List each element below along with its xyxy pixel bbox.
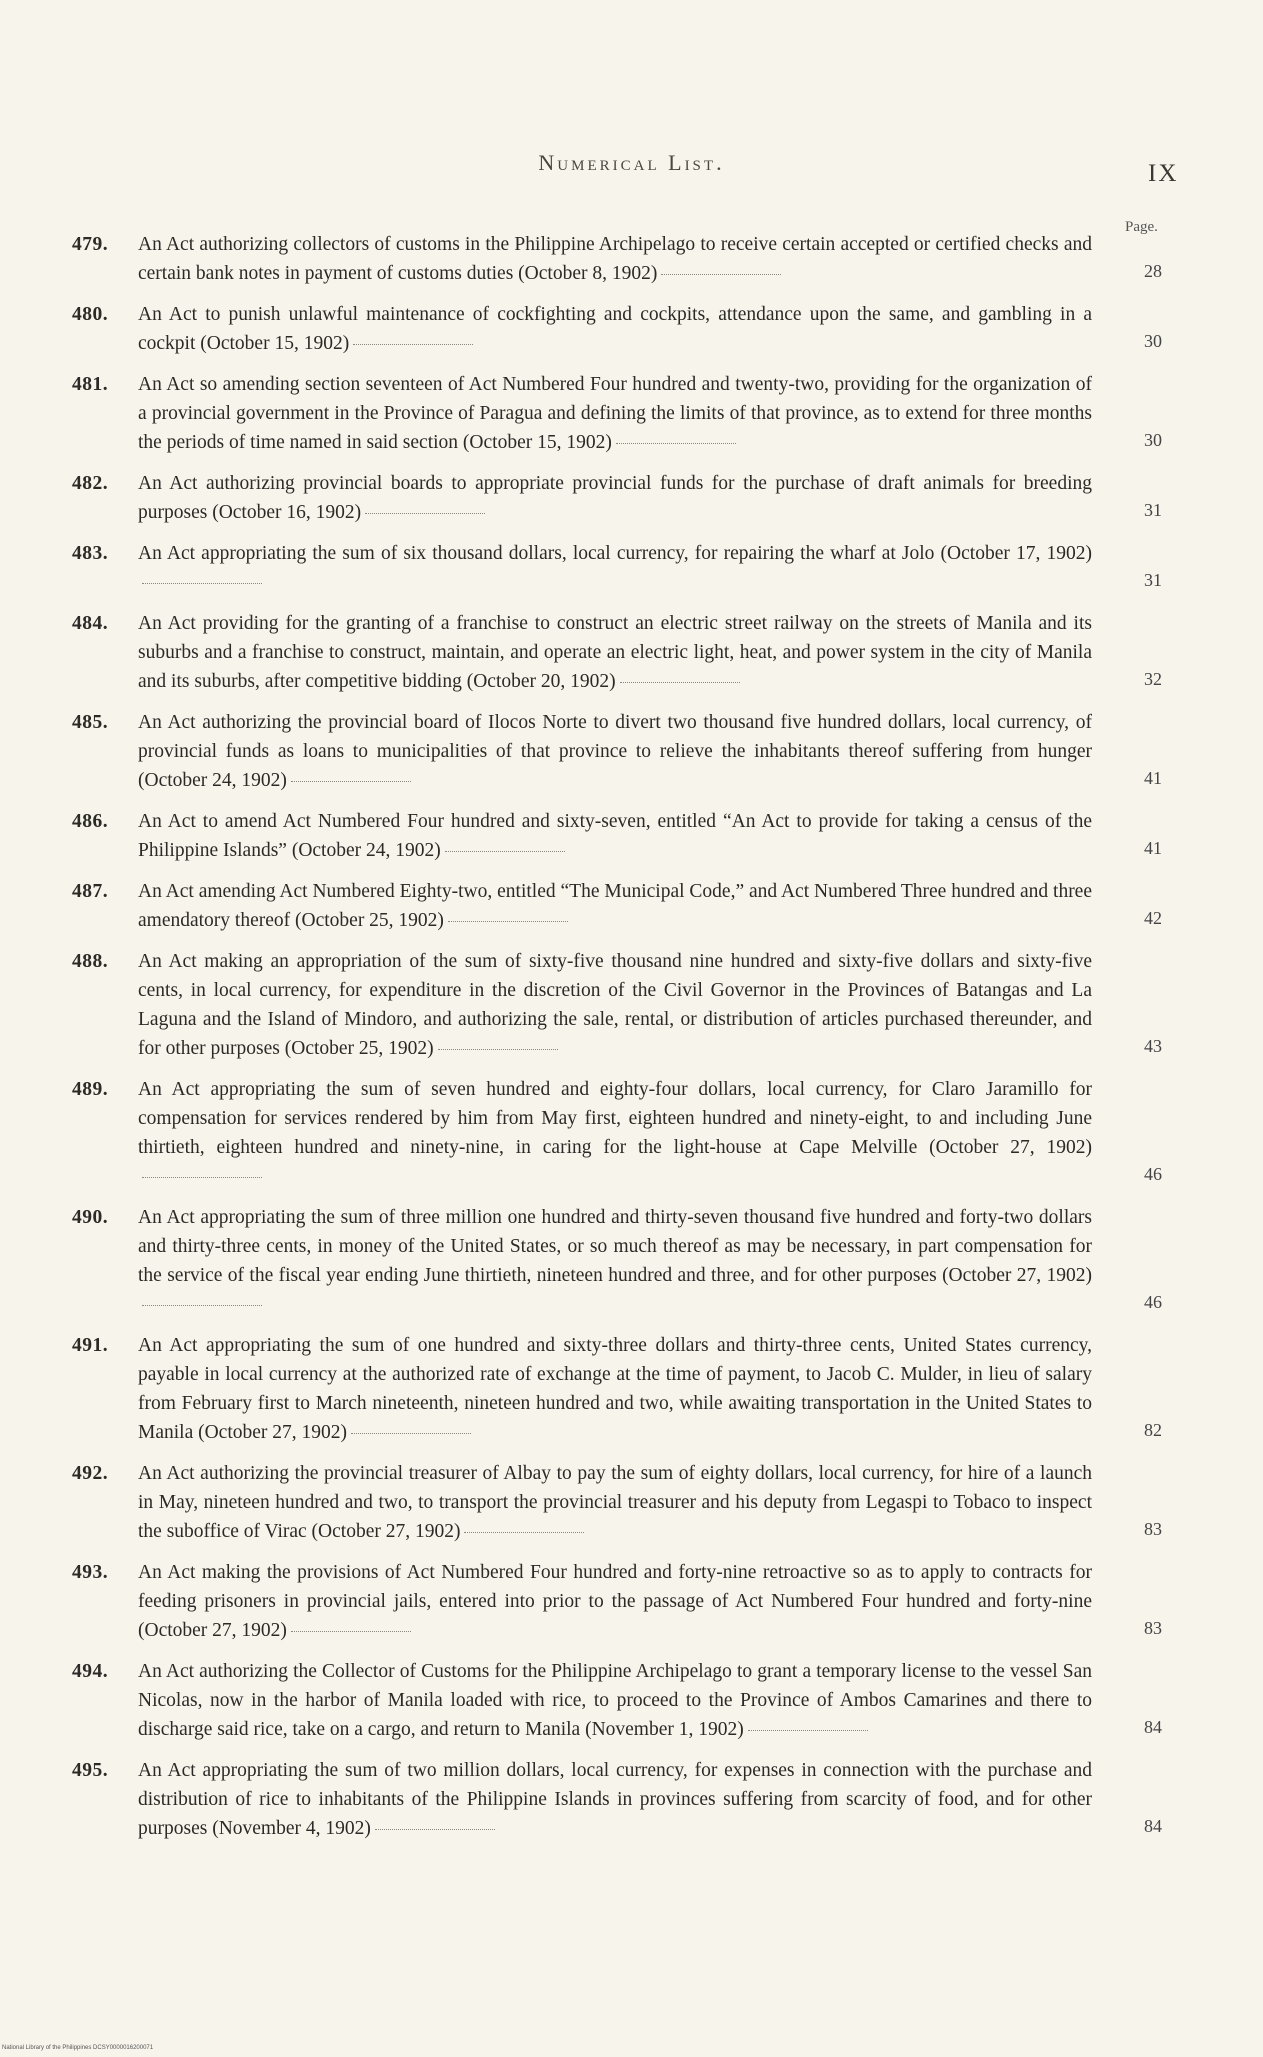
dot-leader: [445, 850, 565, 852]
act-description: [138, 300, 1092, 358]
act-number: 480.: [72, 304, 109, 325]
page-number: 30: [1144, 331, 1162, 351]
page-number: 83: [1144, 1519, 1162, 1539]
dot-leader: [353, 343, 473, 345]
act-text: An Act making the provisions of Act Numbered Four hundred and forty-nine retroactive so as to apply to contracts for feeding prisoners in provincial jails, entered into prior to the passage of Act Numbered Four hundred and forty-nine (October 27, 1902): [138, 1562, 1092, 1641]
dot-leader: [620, 681, 740, 683]
act-text: An Act appropriating the sum of three million one hundred and thirty-seven thousand five hundred and forty-two dollars and thirty-three cents, in money of the United States, or so much thereof as may be necessary, in part compensation for the service of the fiscal year ending June thirtieth, nineteen hundred and three, and for other purposes (October 27, 1902): [138, 1207, 1092, 1286]
dot-leader: [375, 1828, 495, 1830]
list-item: [72, 300, 1162, 358]
list-item: [72, 469, 1162, 527]
list-item: [72, 1331, 1162, 1447]
act-description: [138, 1331, 1092, 1447]
act-number: 495.: [72, 1760, 109, 1781]
page-number: 31: [1144, 570, 1162, 590]
dot-leader: [464, 1531, 584, 1533]
dot-leader: [748, 1729, 868, 1731]
act-description: [138, 947, 1092, 1063]
list-item: [72, 1756, 1162, 1843]
dot-leader: [438, 1048, 558, 1050]
act-number: 490.: [72, 1207, 109, 1228]
act-number: 488.: [72, 951, 109, 972]
page-number: 32: [1144, 669, 1162, 689]
page-number: 43: [1144, 1036, 1162, 1056]
act-description: [138, 469, 1092, 527]
dot-leader: [365, 512, 485, 514]
act-text: An Act authorizing the provincial treasurer of Albay to pay the sum of eighty dollars, local currency, for hire of a launch in May, nineteen hundred and two, to transport the provincial treasurer and his deputy from Legaspi to Tobaco to inspect the suboffice of Virac (October 27, 1902): [138, 1463, 1092, 1542]
act-text: An Act making an appropriation of the sum of sixty-five thousand nine hundred and sixty-five dollars and sixty-five cents, in local currency, for expenditure in the discretion of the Civil Governor in the Provinces of Batangas and La Laguna and the Island of Mindoro, and authorizing the sale, rental, or distribution of articles purchased thereunder, and for other purposes (October 25, 1902): [138, 951, 1092, 1059]
scan-footer-note: National Library of the Philippines DCSY0000016200071: [2, 2045, 154, 2051]
dot-leader: [351, 1432, 471, 1434]
act-description: [138, 370, 1092, 457]
act-text: An Act authorizing collectors of customs in the Philippine Archipelago to receive certain accepted or certified checks and certain bank notes in payment of customs duties (October 8, 1902): [138, 234, 1092, 284]
act-number: 483.: [72, 543, 109, 564]
running-title: Numerical List.: [538, 150, 725, 175]
page-number: 84: [1144, 1717, 1162, 1737]
act-number: 487.: [72, 881, 109, 902]
act-number: 481.: [72, 374, 109, 395]
dot-leader: [291, 780, 411, 782]
list-item: [72, 609, 1162, 696]
list-item: [72, 708, 1162, 795]
page-number: 46: [1144, 1292, 1162, 1312]
list-item: [72, 230, 1162, 288]
page-number: 31: [1144, 500, 1162, 520]
page-number: 30: [1144, 430, 1162, 450]
act-text: An Act appropriating the sum of two million dollars, local currency, for expenses in connection with the purchase and distribution of rice to inhabitants of the Philippine Islands in provinces suffering from scarcity of food, and for other purposes (November 4, 1902): [138, 1760, 1092, 1839]
list-item: [72, 1657, 1162, 1744]
page-number: 41: [1144, 838, 1162, 858]
act-description: [138, 230, 1092, 288]
act-text: An Act to punish unlawful maintenance of cockfighting and cockpits, attendance upon the same, and gambling in a cockpit (October 15, 1902): [138, 304, 1092, 354]
act-text: An Act amending Act Numbered Eighty-two, entitled “The Municipal Code,” and Act Numbered Three hundred and three amendatory thereof (October 25, 1902): [138, 881, 1092, 931]
page-number: 42: [1144, 908, 1162, 928]
entry-list: [72, 230, 1162, 1855]
act-description: [138, 1657, 1092, 1744]
page-column-label: Page.: [1125, 219, 1158, 235]
act-text: An Act authorizing the provincial board of Ilocos Norte to divert two thousand five hundred dollars, local currency, of provincial funds as loans to municipalities of that province to relieve the inhabitants thereof suffering from hunger (October 24, 1902): [138, 712, 1092, 791]
list-item: [72, 877, 1162, 935]
list-item: [72, 1558, 1162, 1645]
act-text: An Act providing for the granting of a franchise to construct an electric street railway on the streets of Manila and its suburbs and a franchise to construct, maintain, and operate an electric light, heat, and power system in the city of Manila and its suburbs, after competitive bidding (October 20, 1902): [138, 613, 1092, 692]
act-number: 494.: [72, 1661, 109, 1682]
dot-leader: [142, 1304, 262, 1306]
list-item: [72, 1203, 1162, 1319]
act-text: An Act appropriating the sum of seven hundred and eighty-four dollars, local currency, for Claro Jaramillo for compensation for services rendered by him from May first, eighteen hundred and ninety-eight, to and including June thirtieth, eighteen hundred and ninety-nine, in caring for the light-house at Cape Melville (October 27, 1902): [138, 1079, 1092, 1158]
dot-leader: [291, 1630, 411, 1632]
act-description: [138, 1459, 1092, 1546]
act-description: [138, 609, 1092, 696]
act-number: 492.: [72, 1463, 109, 1484]
act-number: 479.: [72, 234, 109, 255]
act-text: An Act to amend Act Numbered Four hundred and sixty-seven, entitled “An Act to provide for taking a census of the Philippine Islands” (October 24, 1902): [138, 811, 1092, 861]
act-number: 484.: [72, 613, 109, 634]
act-description: [138, 877, 1092, 935]
dot-leader: [142, 1176, 262, 1178]
page-number: 84: [1144, 1816, 1162, 1836]
act-text: An Act appropriating the sum of six thousand dollars, local currency, for repairing the wharf at Jolo (October 17, 1902): [138, 543, 1092, 564]
act-description: [138, 1203, 1092, 1319]
list-item: [72, 947, 1162, 1063]
list-item: [72, 1075, 1162, 1191]
act-text: An Act so amending section seventeen of Act Numbered Four hundred and twenty-two, providing for the organization of a provincial government in the Province of Paragua and defining the limits of that province, as to extend for three months the periods of time named in said section (October 15, 1902): [138, 374, 1092, 453]
act-number: 486.: [72, 811, 109, 832]
page-number: 83: [1144, 1618, 1162, 1638]
act-number: 485.: [72, 712, 109, 733]
act-text: An Act appropriating the sum of one hundred and sixty-three dollars and thirty-three cents, United States currency, payable in local currency at the authorized rate of exchange at the time of payment, to Jacob C. Mulder, in lieu of salary from February first to March nineteenth, nineteen hundred and two, while awaiting transportation in the United States to Manila (October 27, 1902): [138, 1335, 1092, 1443]
page-number: 41: [1144, 768, 1162, 788]
act-description: [138, 807, 1092, 865]
act-number: 489.: [72, 1079, 109, 1100]
page-folio: IX: [1148, 160, 1179, 187]
dot-leader: [448, 920, 568, 922]
dot-leader: [661, 273, 781, 275]
dot-leader: [616, 442, 736, 444]
page-number: 82: [1144, 1420, 1162, 1440]
act-description: [138, 1558, 1092, 1645]
act-description: [138, 1756, 1092, 1843]
act-description: [138, 708, 1092, 795]
list-item: [72, 539, 1162, 597]
dot-leader: [142, 582, 262, 584]
list-item: [72, 1459, 1162, 1546]
act-text: An Act authorizing the Collector of Customs for the Philippine Archipelago to grant a temporary license to the vessel San Nicolas, now in the harbor of Manila loaded with rice, to proceed to the Province of Ambos Camarines and there to discharge said rice, take on a cargo, and return to Manila (November 1, 1902): [138, 1661, 1092, 1740]
act-number: 493.: [72, 1562, 109, 1583]
act-text: An Act authorizing provincial boards to appropriate provincial funds for the purchase of draft animals for breeding purposes (October 16, 1902): [138, 473, 1092, 523]
list-item: [72, 807, 1162, 865]
act-description: [138, 539, 1092, 597]
act-description: [138, 1075, 1092, 1191]
act-number: 482.: [72, 473, 109, 494]
act-number: 491.: [72, 1335, 109, 1356]
page-number: 28: [1144, 261, 1162, 281]
list-item: [72, 370, 1162, 457]
page-number: 46: [1144, 1164, 1162, 1184]
